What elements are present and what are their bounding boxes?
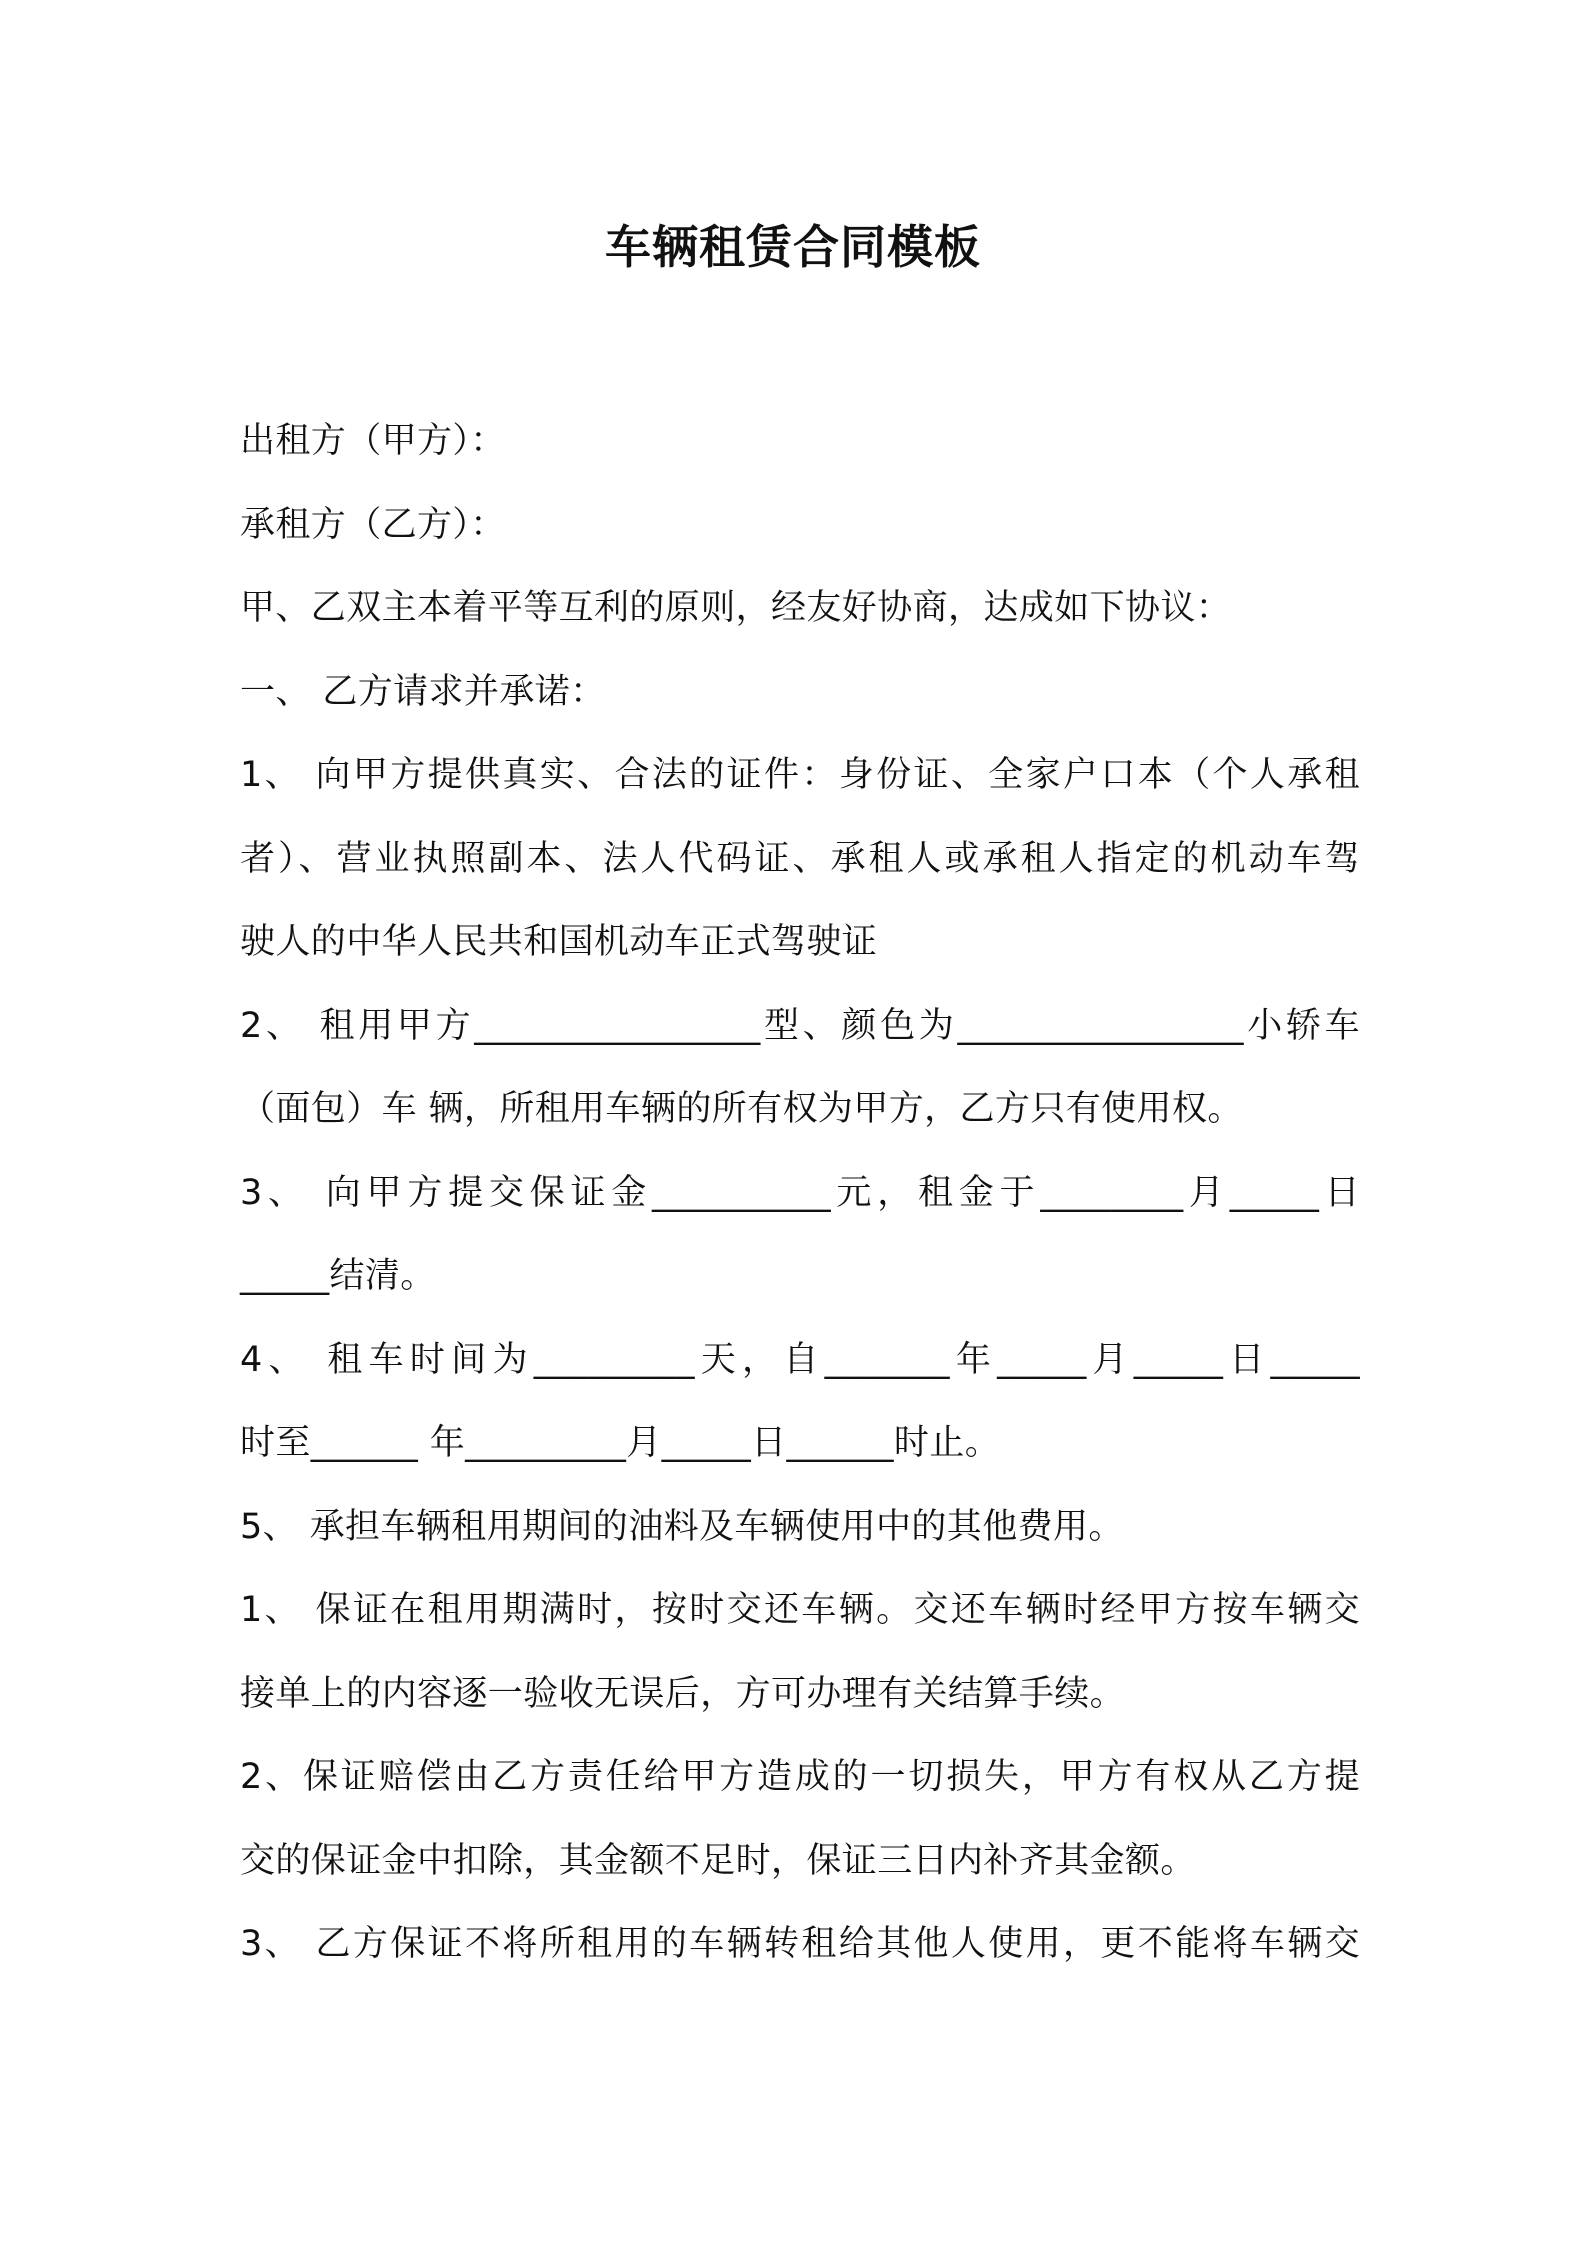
section-heading: 一、 乙方请求并承诺： — [240, 671, 606, 712]
clause-line: 交的保证金中扣除，其金额不足时，保证三日内补齐其金额。 — [240, 1840, 1196, 1881]
clause-line: 3、 向甲方提交保证金__________元，租金于________月_____日 — [240, 1172, 1360, 1213]
clause-line: _____结清。 — [240, 1256, 436, 1296]
clause-line: 2、 租用甲方________________型、颜色为________________小轿车 — [240, 1005, 1360, 1046]
clause-line: 4、 租车时间为_________天，自_______年_____月_____日_____ — [240, 1339, 1360, 1380]
clause-line: 者）、营业执照副本、法人代码证、承租人或承租人指定的机动车驾 — [240, 838, 1360, 879]
document-title: 车辆租赁合同模板 — [605, 220, 981, 274]
lessor-line: 出租方（甲方）： — [240, 421, 506, 461]
clause-line: 1、 保证在租用期满时，按时交还车辆。交还车辆时经甲方按车辆交 — [240, 1590, 1360, 1630]
clause-line: 驶人的中华人民共和国机动车正式驾驶证 — [240, 922, 878, 962]
clause-line: （面包）车 辆，所租用车辆的所有权为甲方，乙方只有使用权。 — [240, 1089, 1243, 1129]
clause-line: 2、保证赔偿由乙方责任给甲方造成的一切损失，甲方有权从乙方提 — [240, 1757, 1360, 1797]
clause-line: 5、 承担车辆租用期间的油料及车辆使用中的其他费用。 — [240, 1506, 1124, 1547]
document-body — [240, 400, 1360, 1987]
clause-line: 3、 乙方保证不将所租用的车辆转租给其他人使用，更不能将车辆交 — [240, 1924, 1360, 1964]
clause-line: 1、 向甲方提供真实、合法的证件：身份证、全家户口本（个人承租 — [240, 755, 1360, 795]
clause-line: 时至______ 年_________月_____日______时止。 — [240, 1423, 1001, 1463]
clause-line: 接单上的内容逐一验收无误后，方可办理有关结算手续。 — [240, 1673, 1126, 1714]
agreement-intro: 甲、乙双主本着平等互利的原则，经友好协商，达成如下协议： — [240, 588, 1232, 628]
lessee-line: 承租方（乙方）： — [240, 504, 506, 545]
